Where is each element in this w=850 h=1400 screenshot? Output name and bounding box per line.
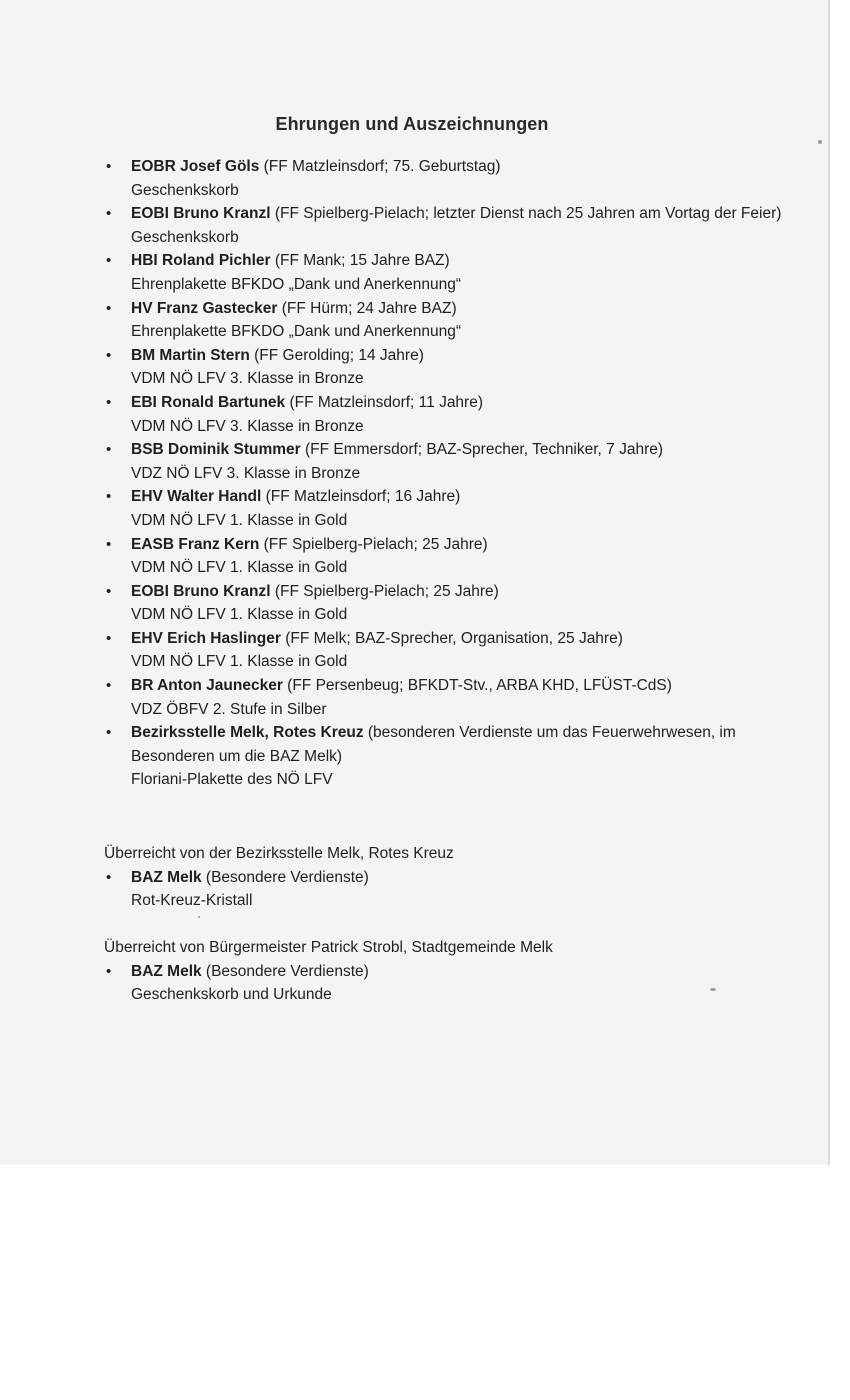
list-item: [104, 249, 804, 296]
honoree-detail: (FF Emmersdorf; BAZ-Sprecher, Techniker, 7 Jahre): [300, 441, 664, 459]
list-item: [104, 438, 804, 485]
award-text: VDM NÖ LFV 1. Klasse in Gold: [131, 653, 348, 671]
award-text: VDM NÖ LFV 3. Klasse in Bronze: [131, 370, 364, 388]
honoree-name: EOBI Bruno Kranzl: [131, 582, 271, 600]
honoree-detail: (FF Gerolding; 14 Jahre): [249, 346, 424, 364]
honoree-detail: (Besondere Verdienste): [201, 868, 369, 886]
list-item: [104, 202, 804, 249]
honoree-name: EOBI Bruno Kranzl: [131, 205, 271, 223]
award-text: Floriani-Plakette des NÖ LFV: [131, 771, 333, 789]
list-item: [104, 297, 804, 344]
award-text: VDM NÖ LFV 3. Klasse in Bronze: [131, 417, 364, 435]
award-text: Ehrenplakette BFKDO „Dank und Anerkennung“: [131, 275, 461, 293]
honors-list: [104, 155, 804, 792]
list-item: [104, 721, 804, 792]
honoree-name: BAZ Melk: [131, 962, 202, 980]
section-list: [104, 960, 804, 1007]
award-text: Geschenkskorb: [131, 181, 239, 199]
list-item: [104, 866, 804, 913]
honoree-name: EBI Ronald Bartunek: [131, 393, 286, 411]
honoree-name: EOBR Josef Göls: [131, 158, 260, 175]
section-intro: Überreicht von Bürgermeister Patrick Strobl, Stadtgemeinde Melk: [104, 939, 553, 956]
honoree-detail: (FF Spielberg-Pielach; letzter Dienst nach 25 Jahren am Vortag der Feier): [270, 205, 782, 223]
honoree-name: BM Martin Stern: [131, 346, 250, 364]
honoree-name: EASB Franz Kern: [131, 535, 260, 553]
honoree-detail: (FF Persenbeug; BFKDT-Stv., ARBA KHD, LFÜST-CdS): [282, 677, 672, 695]
mayor-section: [104, 936, 804, 1007]
list-item: [104, 155, 804, 202]
list-item: [104, 627, 804, 674]
honoree-detail: (FF Melk; BAZ-Sprecher, Organisation, 25 Jahre): [280, 629, 623, 647]
award-text: Ehrenplakette BFKDO „Dank und Anerkennung“: [131, 323, 461, 341]
scan-speck: [818, 140, 822, 144]
page-title: Ehrungen und Auszeichnungen: [275, 114, 549, 134]
honoree-name: BSB Dominik Stummer: [131, 441, 301, 459]
honoree-name: BAZ Melk: [131, 868, 202, 886]
award-text: VDM NÖ LFV 1. Klasse in Gold: [131, 606, 348, 624]
list-item: [104, 674, 804, 721]
list-item: [104, 391, 804, 438]
award-text: Geschenkskorb: [131, 228, 239, 246]
honoree-detail: (besonderen Verdienste um das Feuerwehrwesen, im Besonderen um die BAZ Melk): [131, 724, 736, 765]
honoree-name: Bezirksstelle Melk, Rotes Kreuz: [131, 724, 364, 742]
award-text: VDZ NÖ LFV 3. Klasse in Bronze: [131, 464, 361, 482]
scan-speck: [198, 916, 200, 918]
honoree-detail: (FF Matzleinsdorf; 16 Jahre): [261, 488, 461, 506]
award-text: VDM NÖ LFV 1. Klasse in Gold: [131, 559, 348, 577]
honoree-detail: (FF Spielberg-Pielach; 25 Jahre): [270, 582, 499, 600]
award-text: Rot-Kreuz-Kristall: [131, 892, 253, 910]
list-item: [104, 960, 804, 1007]
honoree-detail: (FF Matzleinsdorf; 11 Jahre): [285, 393, 484, 411]
page-edge: [828, 0, 830, 1165]
section-intro: Überreicht von der Bezirksstelle Melk, Rotes Kreuz: [104, 845, 454, 862]
honoree-name: HV Franz Gastecker: [131, 299, 278, 317]
award-text: VDM NÖ LFV 1. Klasse in Gold: [131, 511, 348, 529]
scan-speck: [710, 988, 716, 991]
section-list: [104, 866, 804, 913]
honoree-name: HBI Roland Pichler: [131, 252, 271, 270]
honoree-name: EHV Walter Handl: [131, 488, 262, 506]
honoree-detail: (FF Hürm; 24 Jahre BAZ): [277, 299, 457, 317]
list-item: [104, 580, 804, 627]
honoree-name: BR Anton Jaunecker: [131, 677, 283, 695]
honoree-name: EHV Erich Haslinger: [131, 629, 281, 647]
red-cross-section: [104, 842, 804, 913]
list-item: [104, 533, 804, 580]
honoree-detail: (FF Mank; 15 Jahre BAZ): [270, 252, 450, 270]
award-text: Geschenkskorb und Urkunde: [131, 986, 332, 1004]
honoree-detail: (FF Matzleinsdorf; 75. Geburtstag): [259, 158, 501, 175]
list-item: [104, 485, 804, 532]
list-item: [104, 344, 804, 391]
honoree-detail: (FF Spielberg-Pielach; 25 Jahre): [259, 535, 488, 553]
honoree-detail: (Besondere Verdienste): [201, 962, 369, 980]
award-text: VDZ ÖBFV 2. Stufe in Silber: [131, 700, 327, 718]
